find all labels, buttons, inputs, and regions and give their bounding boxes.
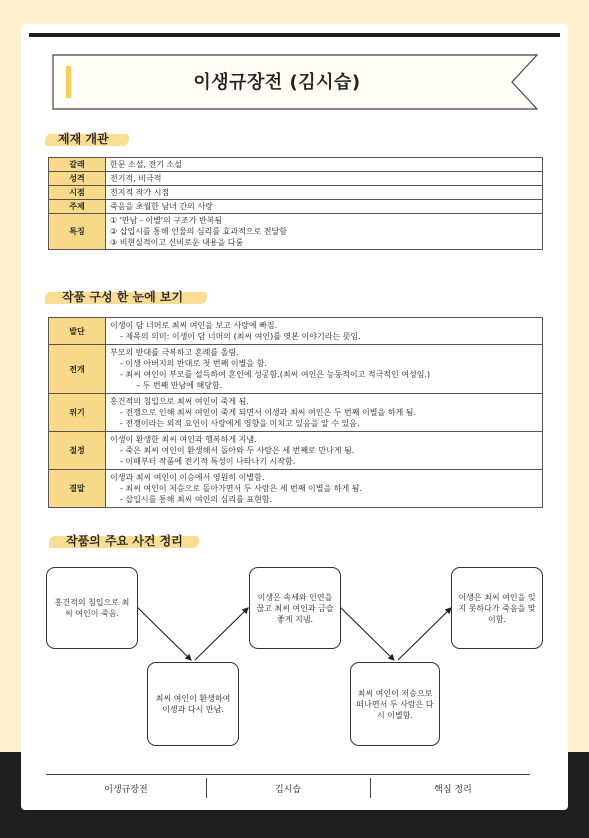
sparkle-icon: ✦: [540, 130, 546, 138]
page-title: 이생규장전 (김시습): [193, 72, 361, 93]
row-value: 한문 소설, 전기 소설: [106, 158, 543, 172]
page-sheet: [21, 24, 568, 810]
event-box-5: 이생은 최씨 여인을 잊지 못하다가 죽음을 맞이함.: [451, 567, 543, 649]
stage-label: 전개: [49, 345, 106, 394]
stage-sub-text: - 제목의 의미: 이생이 담 너머의 (최씨 여인)를 엿본 이야기라는 뜻임.: [120, 332, 361, 341]
row-label: 특징: [49, 214, 106, 250]
stage-sub-text: - 죽은 최씨 여인이 환생해서 돌아와 두 사람은 세 번째로 만나게 됨.: [120, 446, 355, 455]
event-box-4: 최씨 여인이 저승으로 떠나면서 두 사람은 다시 이별함.: [350, 662, 440, 746]
section-title: 작품의 주요 사건 정리: [66, 534, 183, 548]
stage-label: 발단: [49, 318, 106, 345]
stage-sub-text: – 두 번째 만남에 해당함.: [136, 381, 223, 390]
stage-label: 결말: [49, 470, 106, 508]
footer-rule: [46, 774, 530, 775]
event-box-2: 최씨 여인이 환생하여 이생과 다시 만남.: [147, 662, 239, 746]
row-label: 주제: [49, 200, 106, 214]
arrow-1-2: [137, 607, 191, 660]
stage-label: 절정: [49, 432, 106, 470]
feature-line: ③ 비현실적이고 신비로운 내용을 다룸: [110, 238, 244, 247]
row-value: 죽음을 초월한 남녀 간의 사랑: [106, 200, 543, 214]
section-title: 작품 구성 한 눈에 보기: [62, 290, 184, 304]
row-label: 갈래: [49, 158, 106, 172]
feature-line: ① '만남 - 이별'의 구조가 반복됨: [110, 216, 223, 225]
stage-sub-text: - 최씨 여인이 저승으로 돌아가면서 두 사람은 세 번째 이별을 하게 됨.: [120, 484, 363, 493]
stage-sub-text: - 전쟁이라는 외적 요인이 사랑에게 영향을 미치고 있음을 알 수 있음.: [120, 419, 360, 428]
footer-work-title: 이생규장전: [104, 785, 148, 795]
stage-label: 위기: [49, 394, 106, 432]
stage-sub-text: - 이때부터 작품에 전기적 특성이 나타나기 시작함.: [120, 457, 296, 466]
arrow-2-3: [195, 608, 248, 660]
arrow-3-4: [340, 607, 394, 660]
footer-divider: [206, 778, 207, 798]
stage-main-text: 부모의 반대를 극복하고 혼례를 올림.: [110, 348, 239, 357]
flow-arrows: [21, 24, 568, 810]
row-value: 전기적, 비극적: [106, 172, 543, 186]
event-box-1: 홍건적의 침입으로 최씨 여인이 죽음.: [46, 567, 138, 649]
feature-line: ② 삽입시를 통해 인물의 심리를 효과적으로 전달함: [110, 227, 287, 236]
stage-sub-text: - 이생 아버지의 반대로 첫 번째 이별을 함.: [120, 359, 267, 368]
event-box-3: 이생은 속세와 인연을 끊고 최씨 여인과 금슬 좋게 지냄.: [249, 567, 341, 649]
section-title: 제재 개관: [58, 132, 109, 146]
arrow-4-5: [398, 608, 451, 660]
stage-main-text: 홍건적의 침입으로 최씨 여인이 죽게 됨.: [110, 397, 249, 406]
stage-main-text: 이생이 담 너머로 최씨 여인을 보고 사랑에 빠짐.: [110, 321, 278, 330]
footer-author: 김시습: [274, 785, 302, 795]
row-value: 전지적 작가 시점: [106, 186, 543, 200]
stage-sub-text: - 삽입시를 통해 최씨 여인의 심리를 표현함.: [120, 495, 273, 504]
stage-main-text: 이생과 최씨 여인이 이승에서 영원히 이별함.: [110, 473, 265, 482]
footer-divider: [370, 778, 371, 798]
stage-sub-text: - 전쟁으로 인해 최씨 여인이 죽게 되면서 이생과 최씨 여인은 두 번째 이별을 하게 됨.: [120, 408, 417, 417]
row-label: 시점: [49, 186, 106, 200]
row-label: 성격: [49, 172, 106, 186]
stage-main-text: 이생이 환생한 최씨 여인과 행복하게 지냄.: [110, 435, 257, 444]
stage-sub-text: - 최씨 여인이 부모를 설득하여 혼인에 성공함.(최씨 여인은 능동적이고 적극적인 여성임.): [120, 370, 431, 379]
footer-category: 핵심 정리: [434, 785, 472, 795]
